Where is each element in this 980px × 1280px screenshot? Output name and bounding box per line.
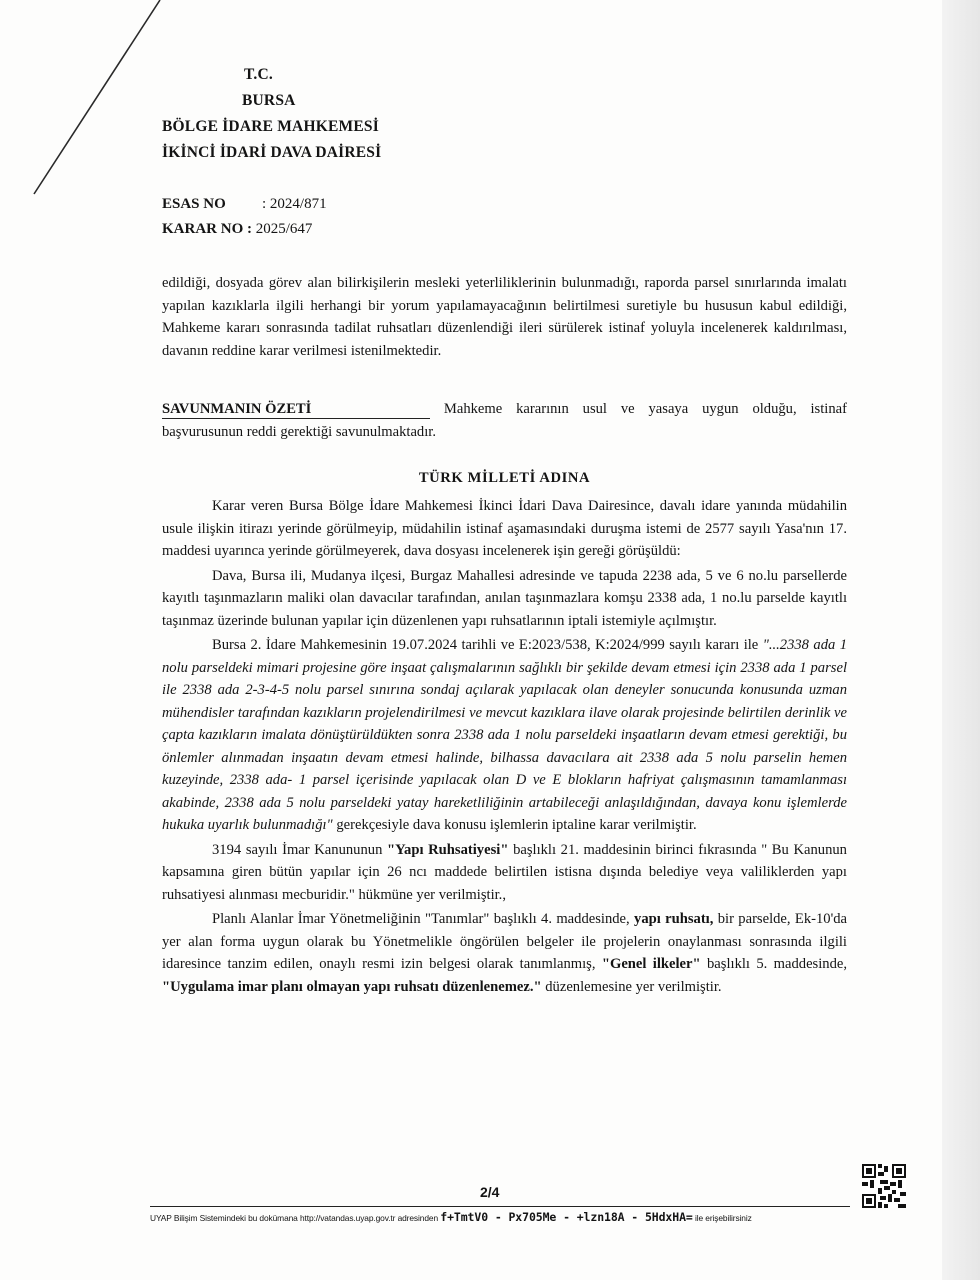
header-city: BURSA xyxy=(242,92,296,109)
karar-value: 2025/647 xyxy=(255,221,313,237)
paragraph-2: Dava, Bursa ili, Mudanya ilçesi, Burgaz Mahallesi adresinde ve tapuda 2238 ada, 5 ve 6 no.lu parsellerde kayıtlı taşınmazların maliki olan davacılar tarafından, anılan taşınmazlara komşu 2338 ada, 1 no.lu parselde kayıtlı taşınmaz üzerinde bulunan yapılar için düzenlenen yapı ruhsatlarının iptali istemiyle açılmıştır. xyxy=(162,567,847,629)
paragraph-3-end: gerekçesiyle dava konusu işlemlerin iptaline karar verilmiştir. xyxy=(336,817,697,833)
paragraph-5-b: yapı ruhsatı, xyxy=(634,911,714,927)
page-number: 2/4 xyxy=(480,1184,500,1200)
esas-label: ESAS NO xyxy=(162,196,226,212)
paragraph-3-quote: "...2338 ada 1 nolu parseldeki mimari projesine göre inşaat çalışmalarının sağlıklı bir şekilde devam etmesi için 2338 ada 1 parsel ile 2338 ada 2-3-4-5 nolu parsel sınırına sondaj açılarak yapılacak olan deneyler sonucunda konusunda uzman mühendisler tarafından kazıkların projelendirilmesi ve mevcut kazıklara ilave olarak projesinde belirtilen derinlik ve çapta kazıkların imalata dönüştürüldükten sonra 2338 ada 1 nolu parseldeki inşaatların devam etmesi gerektiği, bu önlemler alınmadan inşaatın devam etmesi halinde, bilhassa davacılara ait 2338 ada 5 nolu parselin hemen kuzeyinde, 2338 ada- 1 parsel içerisinde yapılacak olan D ve E blokların hafriyat çalışmasının tamamlanması akabinde, 2338 ada 5 nolu parseldeki yatay hareketliliğinin artabileceği anlaşıldığından, davaya konu işlemlerde hukuka uyarlık bulunmadığı" xyxy=(162,637,847,833)
paragraph-1: Karar veren Bursa Bölge İdare Mahkemesi İkinci İdari Dava Dairesince, davalı idare yanında müdahilin usule ilişkin itirazı yerinde görülmeyip, müdahilin istinaf aşamasındaki duruşma istemi de 2577 sayılı Yasa'nın 17. maddesi uyarınca yerinde görülmeyerek, dava dosyası incelenerek işin gereği görüşüldü: xyxy=(162,498,847,559)
karar-label: KARAR NO : xyxy=(162,221,252,237)
intro-section xyxy=(162,272,847,362)
court-header xyxy=(162,62,381,166)
decision-heading: TÜRK MİLLETİ ADINA xyxy=(418,470,591,486)
defense-label: SAVUNMANIN ÖZETİ xyxy=(162,400,430,419)
paragraph-4 xyxy=(162,839,847,907)
karar-row xyxy=(162,217,327,242)
paragraph-5-f: "Uygulama imar planı olmayan yapı ruhsatı düzenlenemez." xyxy=(162,978,542,995)
decision-body xyxy=(162,495,847,998)
footer-divider xyxy=(150,1206,850,1207)
qr-code-icon xyxy=(862,1164,906,1208)
paragraph-5-e: başlıklı 5. maddesinde, xyxy=(707,956,847,972)
esas-value: : 2024/871 xyxy=(262,196,327,212)
paragraph-3-start: Bursa 2. İdare Mahkemesinin 19.07.2024 tarihli ve E:2023/538, K:2024/999 sayılı kararı ile xyxy=(212,637,759,653)
paragraph-5-d: "Genel ilkeler" xyxy=(601,956,701,972)
defense-paragraph xyxy=(162,398,847,443)
header-court: BÖLGE İDARE MAHKEMESİ xyxy=(162,118,379,135)
intro-paragraph: edildiği, dosyada görev alan bilirkişilerin mesleki yeterliliklerinin bulunmadığı, raporda parsel sınırlarında imalatı yapılan kazıklarla ilgili herhangi bir yorum yapılamayacağının belirtilmesi suretiyle bu hususun kabul edildiği, Mahkeme kararı sonrasında tadilat ruhsatları düzenlendiği ileri sürülerek istinaf yoluyla incelenerek kaldırılması, davanın reddine karar verilmesi istenilmektedir. xyxy=(162,275,847,359)
case-numbers xyxy=(162,192,327,242)
paragraph-4-a: 3194 sayılı İmar Kanununun xyxy=(212,841,383,858)
footer-text-end: ile erişebilirsiniz xyxy=(694,1213,752,1223)
paragraph-4-c: başlıklı 21. maddesinin birinci fıkrasında " Bu Kanunun kapsamına giren bütün yapılar için 26 ncı maddede belirtilen istisna dışında belediye veya valiliklerden yapı ruhsatiyesi alınması mecburidir." hükmüne yer verilmiştir., xyxy=(162,841,847,903)
paragraph-5-c: bir parselde, Ek-10'da yer alan forma uygun olarak bu Yönetmelikle öngörülen belgeler ile projelerin onaylanması sonrasında ilgili idaresince tanzim edilen, onaylı resmi izin belgesi olarak tanımlanmış, xyxy=(162,911,847,972)
paragraph-5-g: düzenlemesine yer verilmiştir. xyxy=(545,978,722,995)
footer-verification xyxy=(150,1210,752,1224)
footer-text-start: UYAP Bilişim Sistemindeki bu dokümana http://vatandas.uyap.gov.tr adresinden xyxy=(150,1213,439,1223)
scan-edge xyxy=(942,0,980,1280)
header-tc: T.C. xyxy=(244,66,273,83)
paragraph-5-a: Planlı Alanlar İmar Yönetmeliğinin "Tanımlar" başlıklı 4. maddesinde, xyxy=(212,911,630,927)
defense-section xyxy=(162,398,847,443)
corner-fold-line xyxy=(0,0,180,200)
footer-code: f+TmtV0 - Px705Me - +lzn18A - 5HdxHA= xyxy=(440,1210,693,1224)
paragraph-3 xyxy=(162,634,847,837)
defense-text: Mahkeme kararının usul ve yasaya uygun olduğu, istinaf başvurusunun reddi gerektiği savunulmaktadır. xyxy=(162,401,847,440)
paragraph-4-b: "Yapı Ruhsatiyesi" xyxy=(387,841,509,858)
header-chamber: İKİNCİ İDARİ DAVA DAİRESİ xyxy=(162,144,382,161)
esas-row xyxy=(162,192,327,217)
paragraph-5 xyxy=(162,908,847,998)
